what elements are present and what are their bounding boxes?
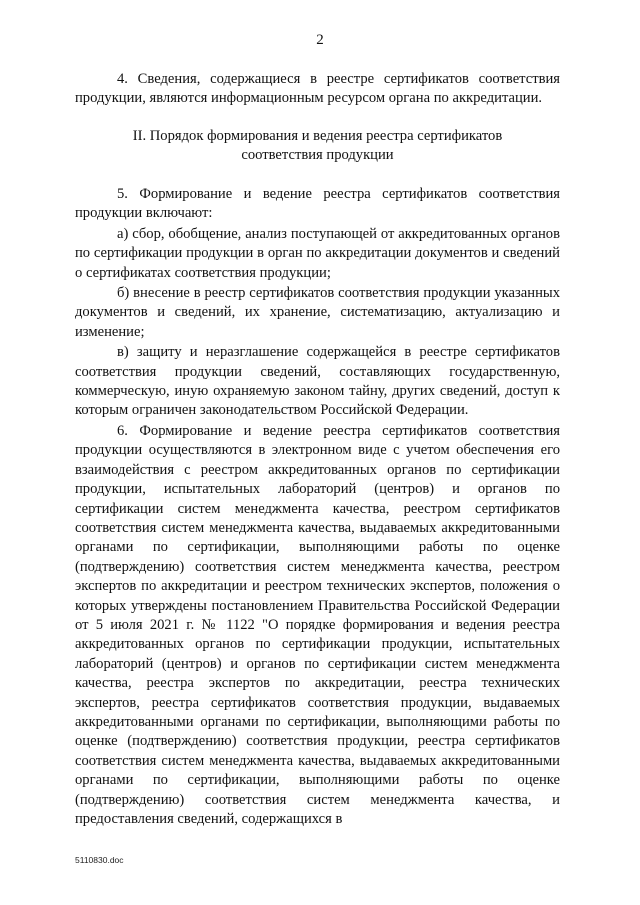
section-heading [75,127,560,166]
paragraph-5b: б) внесение в реестр сертификатов соответствия продукции указанных документов и сведений, их хранение, систематизацию, актуализацию и изменение; [75,285,560,340]
paragraph-4: 4. Сведения, содержащиеся в реестре сертификатов соответствия продукции, являются информационным ресурсом органа по аккредитации. [75,71,560,107]
page-number: 2 [316,32,324,48]
footer-doc-id: 5110830.doc [75,855,124,865]
section-heading-line-1: II. Порядок формирования и ведения реестра сертификатов [132,128,503,144]
section-body [75,185,560,830]
paragraph-4-container [75,70,560,109]
paragraph-5c: в) защиту и неразглашение содержащейся в реестре сертификатов соответствия продукции сведений, составляющих государственную, коммерческую, иную охраняемую законом тайну, других сведений, доступ к которым ограничен законодательством Российской Федерации. [75,344,560,419]
paragraph-5a: а) сбор, обобщение, анализ поступающей от аккредитованных органов по сертификации продукции в орган по аккредитации документов и сведений о сертификатах соответствия продукции; [75,225,560,281]
section-heading-line-2: соответствия продукции [241,147,394,164]
paragraph-5: 5. Формирование и ведение реестра сертификатов соответствия продукции включают: [75,186,560,222]
paragraph-6: 6. Формирование и ведение реестра сертификатов соответствия продукции осуществляются в электронном виде с учетом обеспечения его взаимодействия с реестром аккредитованных органов по сертификации продукции, испытательных лабораторий (центров) и органов по сертификации систем менеджмента качества, реестром сертификатов соответствия систем менеджмента качества, выдаваемых аккредитованными органами по сертификации, выполняющими работы по оценке (подтверждению) соответствия систем менеджмента качества, реестром экспертов по аккредитации и реестром технических экспертов, положения о которых утверждены постановлением Правительства Российской Федерации от 5 июля 2021 г. № 1122 "О порядке формирования и ведения реестра аккредитованных органов по сертификации продукции, испытательных лабораторий (центров) и органов по сертификации систем менеджмента качества, реестра экспертов по аккредитации, реестра технических экспертов, реестра сертификатов соответствия продукции, выдаваемых аккредитованными органами по сертификации, выполняющими работы по оценке (подтверждению) соответствия продукции, реестра сертификатов соответствия систем менеджмента качества, выдаваемых аккредитованными органами по сертификации, выполняющими работы по оценке (подтверждению) соответствия систем менеджмента качества, и предоставления сведений, содержащихся в [75,422,560,827]
